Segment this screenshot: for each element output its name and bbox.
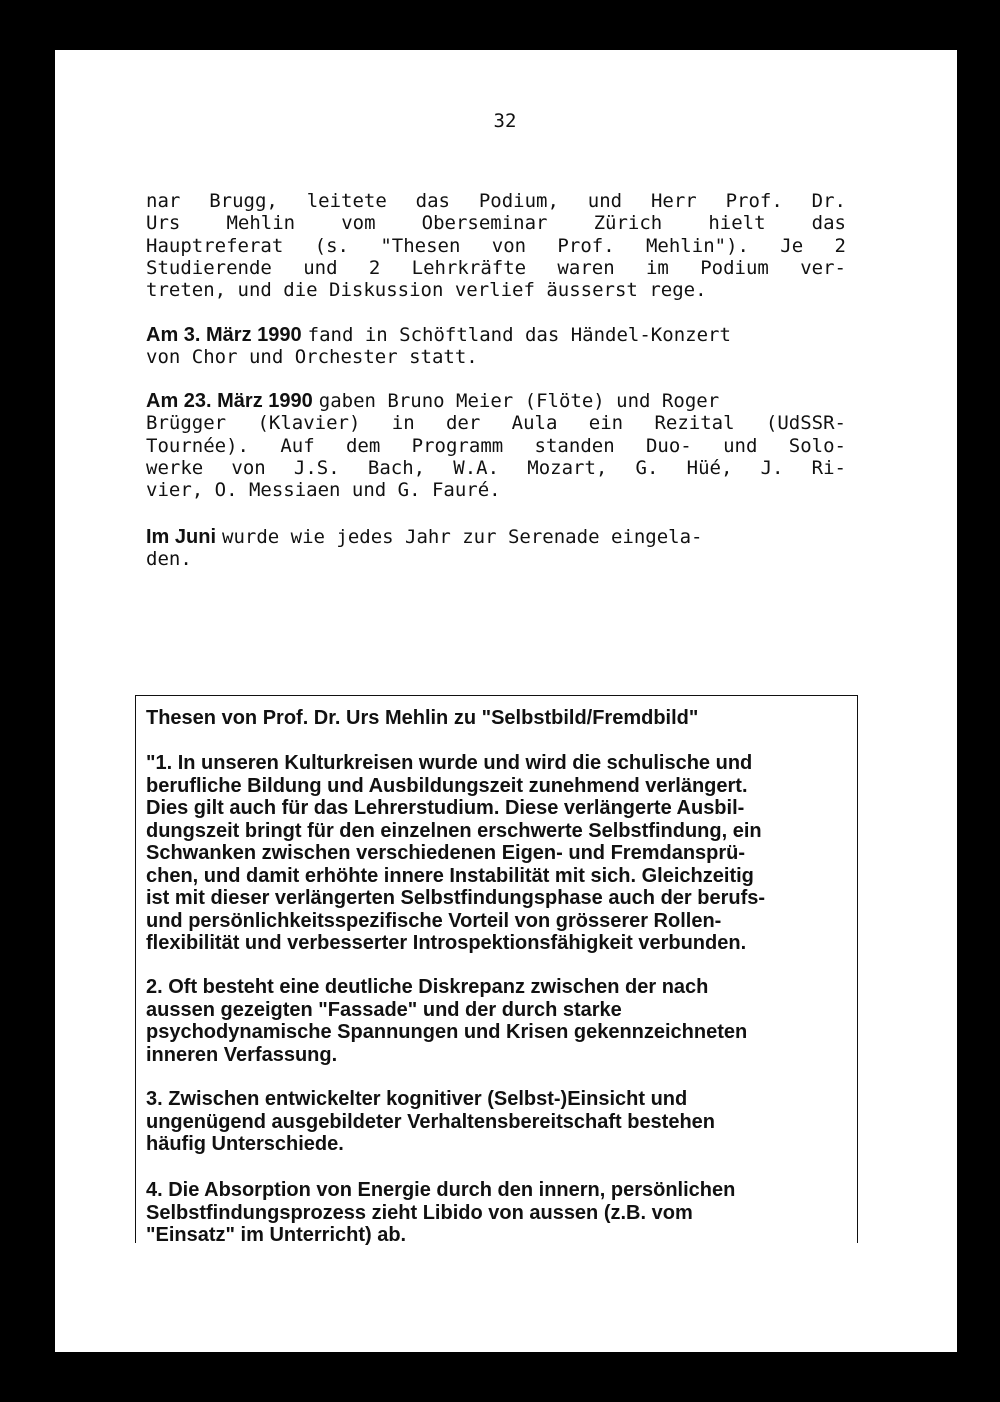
text-line: Dies gilt auch für das Lehrerstudium. Diese verlängerte Ausbil- [146, 797, 745, 819]
intro-paragraph [146, 190, 846, 301]
text-line: chen, und damit erhöhte innere Instabilität mit sich. Gleichzeitig [146, 864, 754, 887]
text-line: psychodynamische Spannungen und Krisen gekennzeichneten [146, 1021, 748, 1043]
thesis-3 [146, 1088, 715, 1156]
text-line: Tournée). Auf dem Programm standen Duo- und Solo- [146, 434, 846, 457]
text-line: von Chor und Orchester statt. [146, 346, 478, 369]
text-line: gaben Bruno Meier (Flöte) und Roger [318, 390, 720, 412]
text-line: und persönlichkeitsspezifische Vorteil von grösserer Rollen- [146, 909, 722, 932]
entry-date: Am 3. März 1990 [146, 324, 302, 346]
text-line: aussen gezeigten "Fassade" und der durch starke [146, 998, 622, 1021]
thesis-1 [146, 752, 765, 955]
text-line: Studierende und 2 Lehrkräfte waren im Podium ver- [146, 256, 846, 279]
text-line: werke von J.S. Bach, W.A. Mozart, G. Hüé, J. Ri- [146, 456, 846, 479]
document-page [55, 50, 957, 1352]
text-line: ungenügend ausgebildeter Verhaltensbereitschaft bestehen [146, 1110, 716, 1133]
text-line: den. [146, 548, 192, 571]
entry-march-23 [146, 390, 846, 501]
text-line: treten, und die Diskussion verlief äusserst rege. [146, 279, 707, 302]
text-line: "1. In unseren Kulturkreisen wurde und wird die schulische und [146, 752, 753, 774]
entry-date: Am 23. März 1990 [146, 390, 313, 412]
text-line: Selbstfindungsprozess zieht Libido von aussen (z.B. vom [146, 1201, 693, 1224]
text-line: "Einsatz" im Unterricht) ab. [146, 1224, 407, 1246]
text-line: häufig Unterschiede. [146, 1133, 344, 1155]
text-line: Brügger (Klavier) in der Aula ein Rezital (UdSSR- [146, 412, 846, 435]
text-line: ist mit dieser verlängerten Selbstfindungsphase auch der berufs- [146, 887, 766, 909]
text-line: 4. Die Absorption von Energie durch den innern, persönlichen [146, 1179, 736, 1201]
entry-june [146, 526, 846, 571]
thesis-4 [146, 1179, 735, 1247]
entry-march-3 [146, 324, 846, 369]
text-line: Schwanken zwischen verschiedenen Eigen- und Fremdansprü- [146, 842, 746, 864]
text-line: wurde wie jedes Jahr zur Serenade eingela- [222, 526, 703, 548]
text-line: vier, O. Messiaen und G. Fauré. [146, 479, 501, 502]
text-line: fand in Schöftland das Händel-Konzert [307, 324, 731, 346]
text-line: 2. Oft besteht eine deutliche Diskrepanz zwischen der nach [146, 976, 709, 998]
theses-title: Thesen von Prof. Dr. Urs Mehlin zu "Selbstbild/Fremdbild" [146, 707, 699, 729]
text-line: berufliche Bildung und Ausbildungszeit zunehmend verlängert. [146, 774, 748, 797]
text-line: 3. Zwischen entwickelter kognitiver (Selbst-)Einsicht und [146, 1088, 688, 1110]
text-line: nar Brugg, leitete das Podium, und Herr Prof. Dr. [146, 190, 846, 212]
text-line: Hauptreferat (s. "Thesen von Prof. Mehlin"). Je 2 [146, 234, 846, 257]
page-number: 32 [493, 110, 517, 132]
text-line: inneren Verfassung. [146, 1043, 338, 1066]
thesis-2 [146, 976, 747, 1066]
text-line: dungszeit bringt für den einzelnen erschwerte Selbstfindung, ein [146, 819, 762, 842]
theses-box [135, 695, 858, 1246]
text-line: Urs Mehlin vom Oberseminar Zürich hielt das [146, 212, 846, 235]
text-line: flexibilität und verbesserter Introspektionsfähigkeit verbunden. [146, 932, 747, 954]
entry-date: Im Juni [146, 526, 217, 548]
